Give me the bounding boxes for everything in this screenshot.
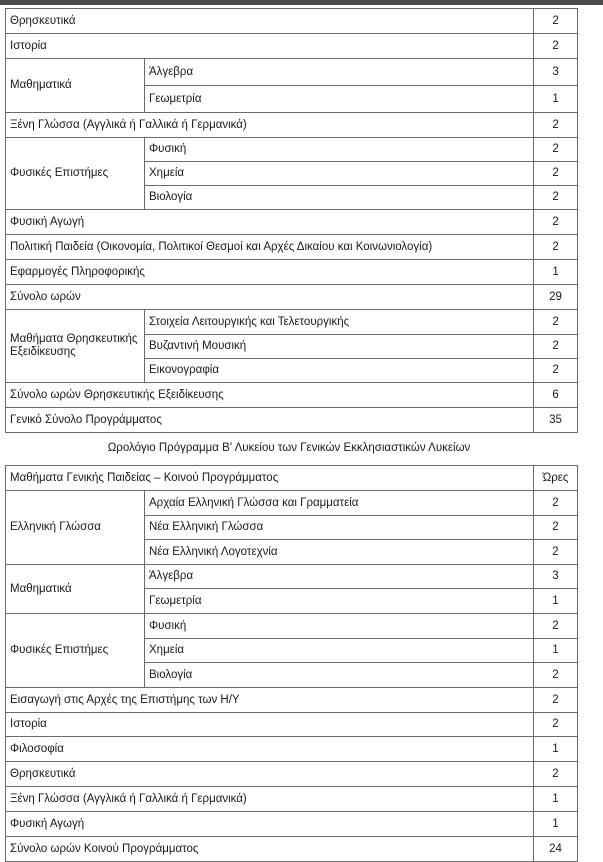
hours-computer-science: 2 <box>534 688 578 713</box>
table-row <box>6 34 578 59</box>
subject-sciences: Φυσικές Επιστήμες <box>6 138 145 210</box>
subject-physical-education: Φυσική Αγωγή <box>6 812 534 837</box>
header-hours: Ώρες <box>534 466 578 491</box>
table-header-row <box>6 466 578 491</box>
subject-greek: Ελληνική Γλώσσα <box>6 491 145 565</box>
subject-ancient-greek: Αρχαία Ελληνική Γλώσσα και Γραμματεία <box>145 491 534 516</box>
total-hours-value: 29 <box>534 285 578 310</box>
table-row <box>6 310 578 335</box>
top-border-bar <box>0 0 603 5</box>
subject-physics: Φυσική <box>145 138 534 162</box>
table-row <box>6 235 578 260</box>
hours-history: 2 <box>534 713 578 737</box>
subject-history: Ιστορία <box>6 713 534 737</box>
hours-physical-education: 1 <box>534 812 578 837</box>
hours-physical-education: 2 <box>534 210 578 235</box>
table-row <box>6 210 578 235</box>
table-row <box>6 837 578 862</box>
subject-geometry: Γεωμετρία <box>145 86 534 113</box>
subject-informatics: Εφαρμογές Πληροφορικής <box>6 260 534 285</box>
table-row <box>6 408 578 433</box>
subject-modern-greek-literature: Νέα Ελληνική Λογοτεχνία <box>145 540 534 565</box>
hours-foreign-language: 1 <box>534 787 578 812</box>
hours-physics: 2 <box>534 614 578 639</box>
table-row <box>6 9 578 34</box>
table-row <box>6 260 578 285</box>
subject-math: Μαθηματικά <box>6 59 145 113</box>
subject-chemistry: Χημεία <box>145 639 534 663</box>
subject-liturgics: Στοιχεία Λειτουργικής και Τελετουργικής <box>145 310 534 335</box>
subject-chemistry: Χημεία <box>145 162 534 186</box>
subject-physical-education: Φυσική Αγωγή <box>6 210 534 235</box>
subject-geometry: Γεωμετρία <box>145 589 534 614</box>
grand-total-label: Γενικό Σύνολο Προγράμματος <box>6 408 534 433</box>
subject-civics: Πολιτική Παιδεία (Οικονομία, Πολιτικοί Θεσμοί και Αρχές Δικαίου και Κοινωνιολογία) <box>6 235 534 260</box>
table-row <box>6 762 578 787</box>
total-hours-label: Σύνολο ωρών Κοινού Προγράμματος <box>6 837 534 862</box>
table-row <box>6 383 578 408</box>
subject-religious: Θρησκευτικά <box>6 762 534 787</box>
table-caption: Ωρολόγιο Πρόγραμμα Β' Λυκείου των Γενικών Εκκλησιαστικών Λυκείων <box>107 442 471 454</box>
table-row <box>6 113 578 138</box>
hours-byzantine-music: 2 <box>534 335 578 359</box>
subject-biology: Βιολογία <box>145 663 534 688</box>
hours-philosophy: 1 <box>534 737 578 762</box>
hours-history: 2 <box>534 34 578 59</box>
subject-modern-greek: Νέα Ελληνική Γλώσσα <box>145 516 534 540</box>
hours-religious: 2 <box>534 9 578 34</box>
hours-foreign-language: 2 <box>534 113 578 138</box>
hours-chemistry: 2 <box>534 162 578 186</box>
subject-algebra: Άλγεβρα <box>145 59 534 86</box>
hours-algebra: 3 <box>534 565 578 589</box>
hours-modern-greek-literature: 2 <box>534 540 578 565</box>
subject-religious: Θρησκευτικά <box>6 9 534 34</box>
hours-biology: 2 <box>534 186 578 210</box>
table-row <box>6 787 578 812</box>
subject-algebra: Άλγεβρα <box>145 565 534 589</box>
subject-iconography: Εικονογραφία <box>145 359 534 383</box>
grand-total-value: 35 <box>534 408 578 433</box>
hours-chemistry: 1 <box>534 639 578 663</box>
header-subjects: Μαθήματα Γενικής Παιδείας – Κοινού Προγράμματος <box>6 466 534 491</box>
subject-byzantine-music: Βυζαντινή Μουσική <box>145 335 534 359</box>
specialization-total-label: Σύνολο ωρών Θρησκευτικής Εξειδίκευσης <box>6 383 534 408</box>
hours-modern-greek: 2 <box>534 516 578 540</box>
subject-philosophy: Φιλοσοφία <box>6 737 534 762</box>
table-row <box>6 565 578 589</box>
table-row <box>6 614 578 639</box>
subject-foreign-language: Ξένη Γλώσσα (Αγγλικά ή Γαλλικά ή Γερμανικά) <box>6 787 534 812</box>
hours-geometry: 1 <box>534 589 578 614</box>
specialization-total-value: 6 <box>534 383 578 408</box>
subject-physics: Φυσική <box>145 614 534 639</box>
hours-ancient-greek: 2 <box>534 491 578 516</box>
subject-history: Ιστορία <box>6 34 534 59</box>
subject-biology: Βιολογία <box>145 186 534 210</box>
table-row <box>6 59 578 86</box>
table-row <box>6 812 578 837</box>
total-hours-label: Σύνολο ωρών <box>6 285 534 310</box>
subject-religious-specialization: Μαθήματα Θρησκευτικής Εξειδίκευσης <box>6 310 145 383</box>
hours-civics: 2 <box>534 235 578 260</box>
table-row <box>6 285 578 310</box>
hours-physics: 2 <box>534 138 578 162</box>
hours-informatics: 1 <box>534 260 578 285</box>
subject-foreign-language: Ξένη Γλώσσα (Αγγλικά ή Γαλλικά ή Γερμανικά) <box>6 113 534 138</box>
table-row <box>6 713 578 737</box>
hours-geometry: 1 <box>534 86 578 113</box>
table-row <box>6 737 578 762</box>
table-row <box>6 138 578 162</box>
subject-math: Μαθηματικά <box>6 565 145 614</box>
total-hours-value: 24 <box>534 837 578 862</box>
hours-biology: 2 <box>534 663 578 688</box>
schedule-table-a <box>5 8 578 433</box>
table-row <box>6 491 578 516</box>
hours-religious: 2 <box>534 762 578 787</box>
hours-iconography: 2 <box>534 359 578 383</box>
subject-computer-science: Εισαγωγή στις Αρχές της Επιστήμης των Η/Υ <box>6 688 534 713</box>
schedule-table-b <box>5 465 578 862</box>
hours-algebra: 3 <box>534 59 578 86</box>
subject-sciences: Φυσικές Επιστήμες <box>6 614 145 688</box>
hours-liturgics: 2 <box>534 310 578 335</box>
table-row <box>6 688 578 713</box>
